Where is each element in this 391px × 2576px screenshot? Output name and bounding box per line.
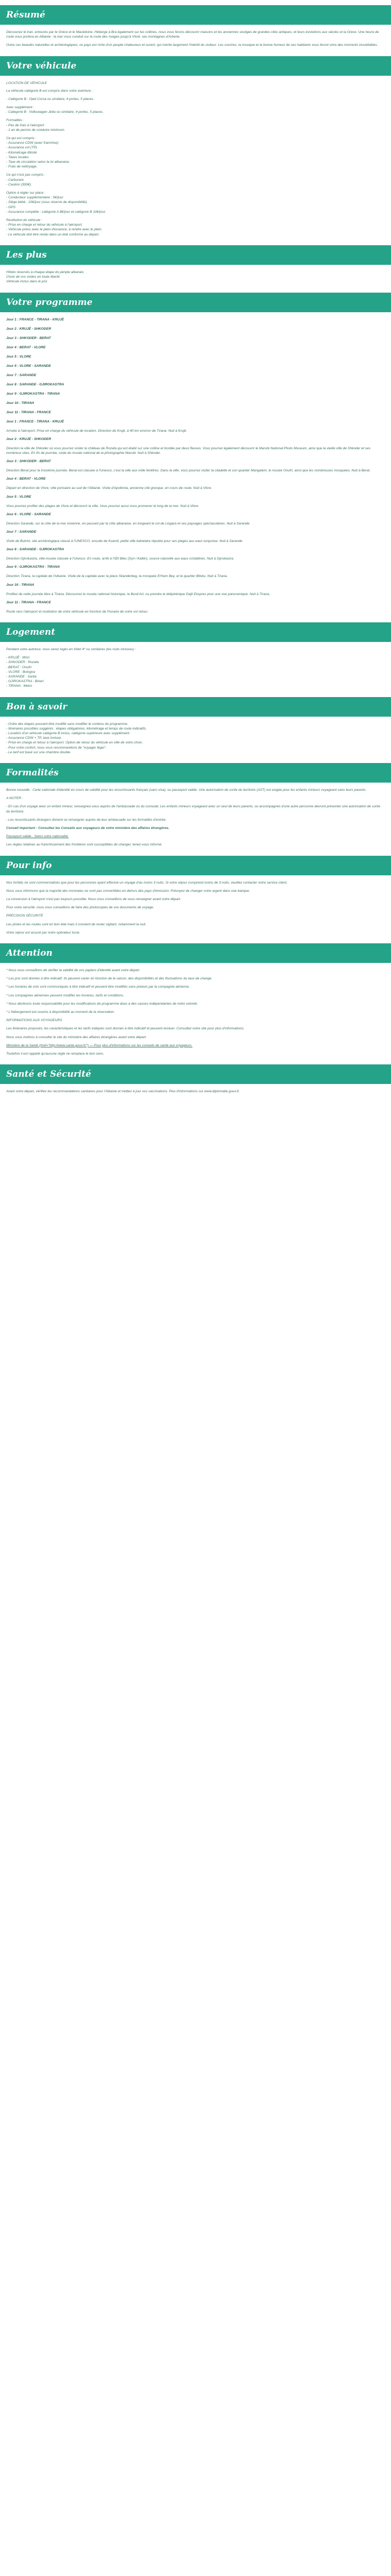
vehicule-line: - Assurance complète : catégorie A 8€/jour et catégorie B 10€/jour.	[6, 210, 106, 214]
vehicule-line: - Catégorie B : Volkswagen Jetta ou similaire, 4 portes, 5 places.	[6, 110, 104, 114]
day-heading: Jour 10 : TIRANA	[6, 401, 35, 405]
vehicule-line: Option à régler sur place :	[6, 191, 45, 195]
section-title-formalites: Formalités	[0, 763, 391, 783]
day-heading: Jour 4 : BERAT - VLORE	[6, 477, 46, 481]
section-title-logement: Logement	[0, 622, 391, 642]
vehicule-details	[0, 89, 391, 237]
attention-p1: * Nous vous conseillons de vérifier la validité de vos papiers d'identité avant votre départ.	[6, 969, 140, 973]
les-plus-item: Véhicule inclus dans le prix	[6, 280, 47, 284]
formalites-p7: Les règles relatives au franchissement des frontières sont susceptibles de changer, tenez-vous informé.	[6, 843, 162, 847]
les-plus-item: Hôtels réservés à chaque étape du périple albanais	[6, 270, 84, 274]
logement-item: - VLORE : Bologna	[6, 670, 36, 674]
day-heading: Jour 8 : SARANDE - GJIROKASTRA	[6, 382, 64, 386]
vehicule-line	[0, 101, 391, 105]
attention-p7: INFORMATIONS AUX VOYAGEURS	[6, 1019, 62, 1023]
vehicule-line: - 1 an de permis de conduire minimum.	[6, 128, 66, 132]
logement-item: - GJIROKASTRA : Bineri	[6, 680, 44, 684]
resume-paragraph-1: Découvrez le Iran, entourés par le Grèce et le Macédoine. Héberge à Bra également sur les collines, nous vous ferons découvrir maisons et les anciennes vestiges de grandes cités antiques, et leurs évolutions aux siècles et la Grèce. Une heure de route vous portera en Albanie : la mer nous conduit sur la route des rivages jusqu'à Vlorë, ses montagnes d'Arberie.	[6, 30, 379, 39]
vehicule-line	[0, 187, 391, 191]
day-heading: Jour 7 : SARANDE	[6, 373, 37, 377]
day-heading: Jour 5 : VLORE	[6, 354, 31, 359]
bon-a-savoir-item: - Prise en charge et retour à l'aéroport. Option de retour du véhicule en ville de votre choix.	[6, 741, 143, 745]
info-p4: Pour votre sécurité, nous vous conseillons de faire des photocopies de vos documents de voyage.	[6, 906, 154, 910]
logement-item: - SARANDE : Santa	[6, 674, 37, 679]
day-heading: Jour 11 : TIRANA - FRANCE	[6, 410, 51, 414]
vehicule-line: - Catégorie B : Opel Corsa ou similaire, 4 portes, 5 places.	[6, 97, 94, 101]
day-description: Direction Tirana, la capitale de l'Albanie. Visite de la capitale avec la place Skanderbeg, la mosquée Et'hem Bey, et le quartier Blloku. Nuit à Tirana.	[6, 574, 228, 579]
vehicule-line: - Assurance vol (TP)	[6, 146, 37, 150]
section-title-programme: Votre programme	[0, 293, 391, 312]
day-heading: Jour 4 : BERAT - VLORE	[6, 345, 46, 349]
vehicule-line: - Véhicule prévu avec le plein d'essence, à rendre avec le plein.	[6, 228, 102, 232]
vehicule-line	[0, 93, 391, 97]
day-heading: Jour 8 : SARANDE - GJIROKASTRA	[6, 548, 64, 552]
vehicule-line: - Taxe de circulation selon la loi albanaise.	[6, 160, 70, 164]
logement-intro: Pendant votre autotour, vous serez logés en hôtel 4* ou similaires (les nuits incluses) :	[6, 647, 136, 651]
day-description: Visite de Butrint, site archéologique classé à l'UNESCO, ensuite de Ksamil, petite ville balnéaire réputée pour ses plages aux eaux turquoise. Nuit à Sarande.	[6, 539, 243, 543]
section-title-bon-a-savoir: Bon à savoir	[0, 697, 391, 717]
attention-p11: Toutefois il est rappelé qu'aucune règle ne remplace le bon sens.	[6, 1052, 104, 1056]
section-title-sante: Santé et Sécurité	[0, 1064, 391, 1084]
vehicule-line: - Conducteur supplémentaire : 5€/jour	[6, 196, 63, 200]
page	[0, 5, 391, 1094]
vehicule-line: - Frais de nettoyage.	[6, 165, 38, 169]
day-heading: Jour 1 : FRANCE - TIRANA - KRUJË	[6, 419, 64, 423]
formalites-p3: - En cas d'un voyage avec un enfant mineur, renseignez-vous auprès de l'ambassade ou du consulat. Les enfants mineurs voyageant avec un seul de leurs parents, ou accompagnés d'une autre personne devront présenter une autorisation de sortie du territoire.	[6, 805, 381, 814]
bon-a-savoir-item: - Location d'un véhicule catégorie B inclus, catégorie supérieure avec supplément.	[6, 731, 131, 735]
vehicule-line: - Carburant.	[6, 178, 25, 182]
day-heading: Jour 2 : KRUJË - SHKODER	[6, 437, 51, 441]
day-heading: Jour 9 : GJIROKASTRA - TIRANA	[6, 392, 60, 396]
formalites-p5-text: Conseil important : Consultez les Conseils aux voyageurs de votre ministère des affaires étrangères.	[6, 826, 170, 830]
day-heading: Jour 11 : TIRANA - FRANCE	[6, 600, 51, 604]
attention-p2: * Les prix sont donnés à titre indicatif. Ils peuvent varier en fonction de la saison, des disponibilités et des fluctuations du taux de change.	[6, 977, 213, 981]
logement-item: - BERAT : Onufri	[6, 665, 31, 669]
vehicule-line: Ce qui n'est pas compris :	[6, 173, 45, 177]
vehicule-line: - Taxes locales	[6, 155, 29, 159]
day-heading: Jour 2 : KRUJË - SHKODER	[6, 327, 51, 331]
logement-item: - TIRANA : Metro	[6, 684, 32, 688]
info-p6: Les pistes et les routes sont en bon état mais il convient de rester vigilant, notamment la nuit.	[6, 922, 146, 926]
day-heading: Jour 10 : TIRANA	[6, 583, 35, 587]
vehicule-line: - Assurance CDW (avec franchise)	[6, 141, 59, 145]
vehicule-line: Formalités :	[6, 118, 24, 123]
vehicule-line: - Le véhicule doit être rendu dans un état conforme au départ.	[6, 232, 100, 236]
attention-p10[interactable]: Ministère de la Santé (href="http://www.sante.gouv.fr/") — Pour plus d'informations sur les conseils de santé aux voyageurs.	[6, 1043, 193, 1047]
vehicule-label: LOCATION DE VÉHICULE	[6, 81, 47, 85]
vehicule-line: - Caution (300€).	[6, 182, 32, 187]
day-description: Arrivée à l'aéroport. Prise en charge du véhicule de location. Direction de Krujë, à 40 km environ de Tirana. Nuit à Krujë.	[6, 429, 187, 433]
day-description: Direction Gjirokastra, ville-musée classée à l'Unesco. En route, arrêt à l'Œil Bleu (Syri i Kaltër), source naturelle aux eaux cristallines. Nuit à Gjirokastra.	[6, 557, 234, 561]
formalites-p2: A NOTER :	[6, 796, 23, 801]
vehicule-line	[0, 114, 391, 118]
bon-a-savoir-item: - Assurance CDW + TP, taxe incluse.	[6, 736, 62, 740]
section-title-attention: Attention	[0, 943, 391, 963]
les-plus-list	[0, 270, 391, 284]
attention-p6: * L'hébergement est soumis à disponibilité au moment de la réservation.	[6, 1010, 115, 1014]
day-heading: Jour 7 : SARANDE	[6, 530, 37, 534]
vehicule-line: Restitution du véhicule :	[6, 218, 43, 223]
attention-p3: * Les horaires de vols sont communiqués à titre indicatif et peuvent être modifiés sans préavis par la compagnie aérienne.	[6, 985, 190, 989]
programme-days	[0, 317, 391, 614]
formalites-p5	[6, 826, 385, 831]
day-description: Profitez de cette journée libre à Tirana. Découvrez le musée national historique, le Bunk'Art, ou prendre le téléphérique Dajti Ekspres pour une vue panoramique. Nuit à Tirana.	[6, 592, 270, 596]
vehicule-line: - Siège bébé : 10€/jour (sous réserve de disponibilité).	[6, 200, 88, 205]
vehicule-line: Ce qui est compris :	[6, 137, 37, 141]
section-title-vehicule: Votre véhicule	[0, 56, 391, 76]
attention-p4: * Les compagnies aériennes peuvent modifier les horaires, tarifs et conditions.	[6, 993, 124, 997]
day-heading: Jour 1 : FRANCE - TIRANA - KRUJË	[6, 317, 64, 321]
bon-a-savoir-item: - Pour votre confort, nous vous recommandons de "voyager léger".	[6, 745, 107, 750]
vehicule-line: - Prise en charge et retour du véhicule à l'aéroport.	[6, 223, 83, 227]
day-description: Vous pourrez profiter des plages de Vlore et découvrir la ville. Vous pourrez aussi vous promener le long de la mer. Nuit à Vlore.	[6, 504, 199, 508]
sante-p1: Avant votre départ, vérifiez les recommandations sanitaires pour l'Albanie et mettez à jour vos vaccinations. Plus d'informations sur www.diplomatie.gouv.fr.	[6, 1090, 240, 1094]
day-heading: Jour 5 : VLORE	[6, 495, 31, 499]
day-description: Route vers l'aéroport et restitution de votre véhicule en fonction de l'horaire de votre vol retour.	[6, 609, 149, 614]
logement-item: - KRUJË : Mrizi	[6, 656, 30, 660]
vehicule-line: - Pas de frais à l'aéroport	[6, 123, 44, 127]
formalites-p6[interactable]: Passeport valide : Selon votre nationalité.	[6, 835, 69, 839]
logement-list	[0, 655, 391, 688]
day-heading: Jour 9 : GJIROKASTRA - TIRANA	[6, 565, 60, 569]
logement-item: - SHKODER : Rozafa	[6, 660, 39, 665]
day-description: Direction Berat pour la troisième journée. Berat est classée à l'Unesco, c'est la ville aux mille fenêtres. Dans la ville, vous pourrez visiter la citadelle et son quartier Mangalem, le musée Onufri, ainsi que les nombreuses mosquées. Nuit à Berat.	[6, 469, 371, 473]
bon-a-savoir-item: - Itinéraires possibles suggérés : étapes obligatoires, kilométrage et temps de route indicatifs.	[6, 726, 147, 731]
section-title-resume: Résumé	[0, 5, 391, 25]
attention-p8: Les itinéraires proposés, les caractéristiques et les tarifs indiqués sont donnés à titre indicatif et peuvent évoluer. Consultez notre site pour plus d'informations.	[6, 1027, 245, 1031]
section-title-pour-info: Pour info	[0, 856, 391, 875]
vehicule-line	[0, 169, 391, 173]
vehicule-line: La véhicule catégorie B est compris dans votre aventure :	[6, 89, 93, 93]
vehicule-line	[0, 214, 391, 218]
section-title-les-plus: Les plus	[0, 245, 391, 265]
attention-p5: * Nous déclinons toute responsabilité pour les modifications de programme dues à des causes indépendantes de notre volonté.	[6, 1002, 198, 1006]
info-p7: Votre séjour est assuré par notre opérateur local.	[6, 930, 80, 935]
info-p1: Nos forfaits ne sont commercialisés que pour les personnes ayant effectué un voyage d'au moins 3 nuits. Si votre séjour comprend moins de 3 nuits, veuillez contacter notre service client.	[6, 880, 288, 885]
info-p2: Nous vous informons que la majorité des monnaies ne sont pas convertibles en dehors des pays d'émission. Prévoyez de changer votre argent dans une banque.	[6, 889, 250, 893]
attention-p9: Nous vous invitons à consulter le site du ministère des affaires étrangères avant votre départ.	[6, 1035, 147, 1039]
formalites-p1: Bonne nouvelle : Carte nationale d'identité en cours de validité pour les ressortissants français (sans visa), ou passeport valide. Une autorisation de sortie du territoire (AST) est exigée pour les enfants mineurs voyageant sans leurs parents.	[6, 788, 367, 792]
vehicule-line: - Kilométrage illimité	[6, 150, 37, 155]
formalites-p4: - Les ressortissants étrangers doivent se renseigner auprès de leur ambassade sur les formalités d'entrée.	[6, 818, 167, 822]
bon-a-savoir-item: - Le tarif est basé sur une chambre double.	[6, 750, 71, 754]
vehicule-line	[0, 132, 391, 136]
bon-a-savoir-item: - Ordre des étapes pouvant être modifié sans modifier le contenu du programme.	[6, 722, 128, 726]
day-description: Départ en direction de Vlore, ville portuaire au sud de l'Albanie. Visite d'Apollonia, ancienne cité grecque, en cours de route. Nuit à Vlore.	[6, 486, 212, 490]
info-p3: La conversion à l'aéroport n'est pas toujours possible. Nous vous conseillons de vous renseigner avant votre départ.	[6, 897, 181, 902]
day-heading: Jour 6 : VLORE - SARANDE	[6, 364, 51, 368]
resume-paragraph-2: Outre ces beautés naturelles et archéologiques, ce pays est riche d'un peuple chaleureux et ouvert, qui mérite largement l'intérêt du visiteur. Les sourires, la musique et la bonne humeur de ses habitants vous feront vivre des moments inoubliables.	[6, 43, 378, 47]
bon-a-savoir-list	[0, 722, 391, 755]
day-heading: Jour 3 : SHKODER - BERAT	[6, 460, 51, 464]
day-description: Direction la ville de Shkoder où vous pourrez visiter le château de Rozafa qui est établi sur une colline et bordée par deux fleuves. Vous pourrez également découvrir le Marubi National Photo Museum, ainsi que la vieille ville de Shkoder et ses nombreux sites. En fin de journée, visite du musée national de la photographie Marubi. Nuit à Shkoder.	[6, 446, 371, 455]
info-p5: PRÉCISION SÉCURITÉ	[6, 914, 43, 918]
day-heading: Jour 6 : VLORE - SARANDE	[6, 512, 51, 516]
day-heading: Jour 3 : SHKODER - BERAT	[6, 336, 51, 340]
vehicule-line: Avec supplément :	[6, 106, 35, 110]
les-plus-item: Choix de vos visites en toute liberté	[6, 275, 60, 279]
vehicule-line: - GPS	[6, 205, 15, 209]
day-description: Direction Sarande, sur la côte de la mer Ionienne, en passant par la côte albanaise, en longeant le col de Llogara et ses paysages spectaculaires. Nuit à Sarande.	[6, 521, 251, 526]
